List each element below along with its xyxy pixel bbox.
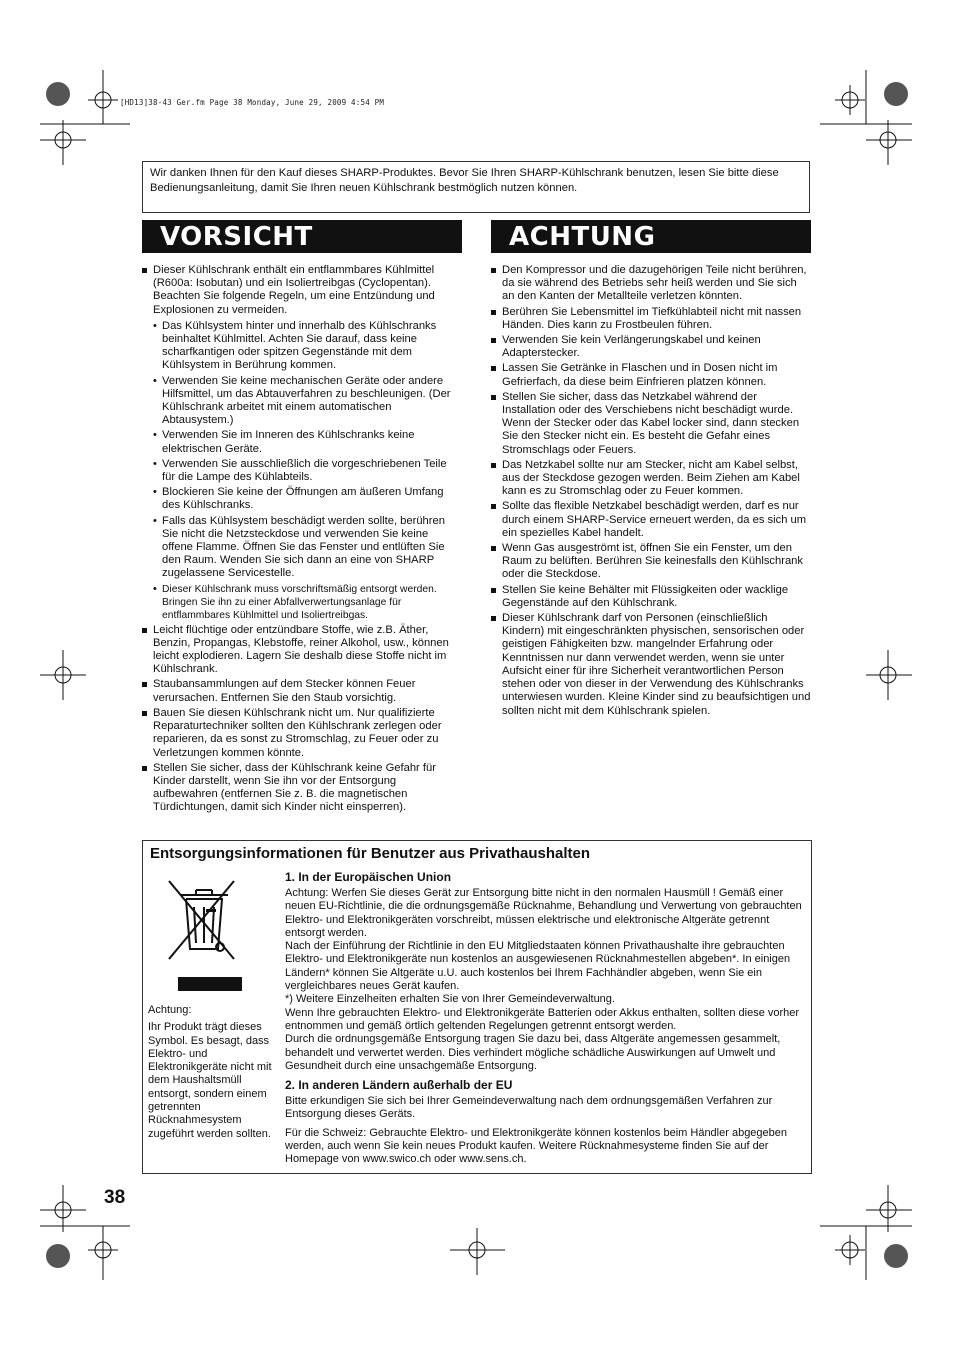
list-item: Stellen Sie keine Behälter mit Flüssigkeiten oder wacklige Gegenstände auf den Kühlschrank. (491, 584, 811, 610)
disposal-note (148, 1004, 276, 1141)
sub-list-item: • Verwenden Sie im Inneren des Kühlschranks keine elektrischen Geräte. (153, 429, 462, 455)
crossed-out-wheelie-bin-icon (166, 877, 244, 993)
list-item: Stellen Sie sicher, dass das Netzkabel während der Installation oder des Verschiebens nicht beschädigt wurde. Wenn der Stecker oder das Kabel locker sind, dann stecken Sie den Stecker nicht ein. Es besteht die Gefahr eines Stromschlags oder Feuers. (491, 391, 811, 457)
disposal-note-label: Achtung: (148, 1004, 192, 1016)
list-item: Verwenden Sie kein Verlängerungskabel und keinen Adapterstecker. (491, 334, 811, 360)
list-item: Staubansammlungen auf dem Stecker können Feuer verursachen. Entfernen Sie den Staub vorsichtig. (142, 678, 462, 704)
eu-paragraph: Achtung: Werfen Sie dieses Gerät zur Entsorgung bitte nicht in den normalen Hausmüll ! Gemäß einer neuen EU-Richtlinie, die die ordnungsgemäße Rücknahme, Behandlung und Verwertung von gebrauchten Elektro- und Elektronikgeräten vorschreibt, müssen elektrische und elektronische Altgeräte getrennt entsorgt werden. (285, 887, 802, 939)
achtung-column (491, 264, 811, 720)
sub-list-item: • Dieser Kühlschrank muss vorschriftsmäßig entsorgt werden. Bringen Sie ihn zu einer Abfallverwertungsanlage für entflammbares Kühlmittel und Isoliertreibgas. (153, 583, 462, 622)
sub-list-item: • Das Kühlsystem hinter und innerhalb des Kühlschranks beinhaltet Kühlmittel. Achten Sie darauf, dass keine scharfkantigen oder spitzen Gegenstände mit dem Kühlsystem in Berührung kommen. (153, 320, 462, 373)
eu-paragraph: Wenn Ihre gebrauchten Elektro- und Elektronikgeräte Batterien oder Akkus enthalten, sollten diese vorher entnommen und gemäß örtlich geltenden Regelungen getrennt entsorgt werden. (285, 1006, 800, 1032)
disposal-note-text: Ihr Produkt trägt dieses Symbol. Es besagt, dass Elektro- und Elektronikgeräte nicht mit dem Haushaltsmüll entsorgt, sondern einem getrennten Rücknahmesystem zugeführt werden sollten. (148, 1021, 272, 1140)
list-item: Das Netzkabel sollte nur am Stecker, nicht am Kabel selbst, aus der Steckdose gezogen werden. Beim Ziehen am Kabel kann es zu Stromschlag oder zu Feuer kommen. (491, 459, 811, 499)
sub-list-item: • Blockieren Sie keine der Öffnungen am äußeren Umfang des Kühlschranks. (153, 486, 462, 512)
vorsicht-banner: VORSICHT (142, 220, 462, 253)
other-countries-heading: 2. In anderen Ländern außerhalb der EU (285, 1078, 513, 1093)
list-item: Berühren Sie Lebensmittel im Tiefkühlabteil nicht mit nassen Händen. Dies kann zu Frostbeulen führen. (491, 306, 811, 332)
eu-paragraph: Nach der Einführung der Richtlinie in den EU Mitgliedstaaten können Privathaushalte ihre gebrauchten Elektro- und Elektronikgeräte nun kostenlos an ausgewiesenen Rücknahmestellen abgeben*. In einigen Ländern* können Sie Altgeräte u.U. auch kostenlos bei Ihrem Fachhändler abgeben, wenn Sie ein vergleichbares neues Gerät kaufen. (285, 940, 791, 993)
eu-heading: 1. In der Europäischen Union (285, 870, 452, 884)
eu-paragraph: *) Weitere Einzelheiten erhalten Sie von Ihrer Gemeindeverwaltung. (285, 993, 615, 1006)
list-item: Lassen Sie Getränke in Flaschen und in Dosen nicht im Gefrierfach, da diese beim Einfrieren platzen können. (491, 362, 811, 388)
other-paragraph: Bitte erkundigen Sie sich bei Ihrer Gemeindeverwaltung nach dem ordnungsgemäßen Verfahren zur Entsorgung dieses Geräts. (285, 1095, 773, 1121)
list-item: Wenn Gas ausgeströmt ist, öffnen Sie ein Fenster, um den Raum zu belüften. Berühren Sie keinesfalls den Kühlschrank oder die Steckdose. (491, 542, 811, 582)
list-item: Den Kompressor und die dazugehörigen Teile nicht berühren, da sie während des Betriebs sehr heiß werden und Sie sich an den Kanten der Metallteile verletzen könnten. (491, 264, 811, 304)
sub-list-item: • Verwenden Sie keine mechanischen Geräte oder andere Hilfsmittel, um das Abtauverfahren zu beschleunigen. (Der Kühlschrank arbeitet mit einem automatischen Abtausystem.) (153, 375, 462, 428)
page-number: 38 (104, 1187, 126, 1208)
intro-box: Wir danken Ihnen für den Kauf dieses SHARP-Produktes. Bevor Sie Ihren SHARP-Kühlschrank benutzen, lesen Sie bitte diese Bedienungsanleitung, damit Sie Ihren neuen Kühlschrank bestmöglich nutzen können. (142, 161, 810, 213)
vorsicht-column (142, 264, 462, 817)
sub-list-item: • Verwenden Sie ausschließlich die vorgeschriebenen Teile für die Lampe des Kühlabteils. (153, 458, 462, 484)
disposal-title: Entsorgungsinformationen für Benutzer aus Privathaushalten (150, 845, 591, 862)
disposal-main-text (285, 870, 807, 1167)
vorsicht-item-1: Dieser Kühlschrank enthält ein entflammbares Kühlmittel (R600a: Isobutan) und ein Isoliertreibgas (Cyclopentan). Beachten Sie folgende Regeln, um eine Entzündung und Explosionen zu vermeiden. (153, 264, 435, 316)
list-item: Stellen Sie sicher, dass der Kühlschrank keine Gefahr für Kinder darstellt, wenn Sie ihn vor der Entsorgung aufbewahren (entfernen Sie z. B. die magnetischen Türdichtungen, damit sich Kinder nicht einsperren). (142, 762, 462, 815)
list-item (142, 264, 462, 622)
list-item: Bauen Sie diesen Kühlschrank nicht um. Nur qualifizierte Reparaturtechniker sollten den Kühlschrank zerlegen oder reparieren, da es sonst zu Stromschlag, zu Feuer oder zu Verletzungen kommen könnte. (142, 707, 462, 760)
list-item: Dieser Kühlschrank darf von Personen (einschließlich Kindern) mit eingeschränkten physischen, sensorischen oder geistigen Fähigkeiten bzw. mangelnder Erfahrung oder Kenntnissen nur dann verwendet werden, wenn sie unter Aufsicht einer für ihre Sicherheit verantwortlichen Person stehen oder von dieser in der Verwendung des Kühlschranks unterwiesen wurden. Kleine Kinder sind zu beaufsichtigen und sollten nicht mit dem Kühlschrank spielen. (491, 612, 811, 718)
eu-paragraph: Durch die ordnungsgemäße Entsorgung tragen Sie dazu bei, dass Altgeräte angemessen gesammelt, behandelt und verwertet werden. Dies verhindert mögliche schädliche Auswirkungen auf Umwelt und Gesundheit durch eine unsachgemäße Entsorgung. (285, 1033, 781, 1072)
list-item: Leicht flüchtige oder entzündbare Stoffe, wie z.B. Äther, Benzin, Propangas, Klebstoffe, reiner Alkohol, usw., können leicht explodieren. Lagern Sie deshalb diese Stoffe nicht im Kühlschrank. (142, 624, 462, 677)
list-item: Sollte das flexible Netzkabel beschädigt werden, darf es nur durch einem SHARP-Service erneuert werden, da es sich um ein spezielles Kabel handelt. (491, 500, 811, 540)
other-paragraph: Für die Schweiz: Gebrauchte Elektro- und Elektronikgeräte können kostenlos beim Händler abgegeben werden, auch wenn Sie kein neues Produkt kaufen. Weitere Rücknahmesysteme finden Sie auf der Homepage von www.swico.ch oder www.sens.ch. (285, 1126, 788, 1166)
sub-list-item: • Falls das Kühlsystem beschädigt werden sollte, berühren Sie nicht die Netzsteckdose und verwenden Sie keine offene Flamme. Öffnen Sie das Fenster und entlüften Sie den Raum. Wenden Sie sich dann an eine von SHARP zugelassene Servicestelle. (153, 515, 462, 581)
achtung-banner: ACHTUNG (491, 220, 811, 253)
file-header-line: [HD13]38-43 Ger.fm Page 38 Monday, June 29, 2009 4:54 PM (120, 98, 385, 107)
